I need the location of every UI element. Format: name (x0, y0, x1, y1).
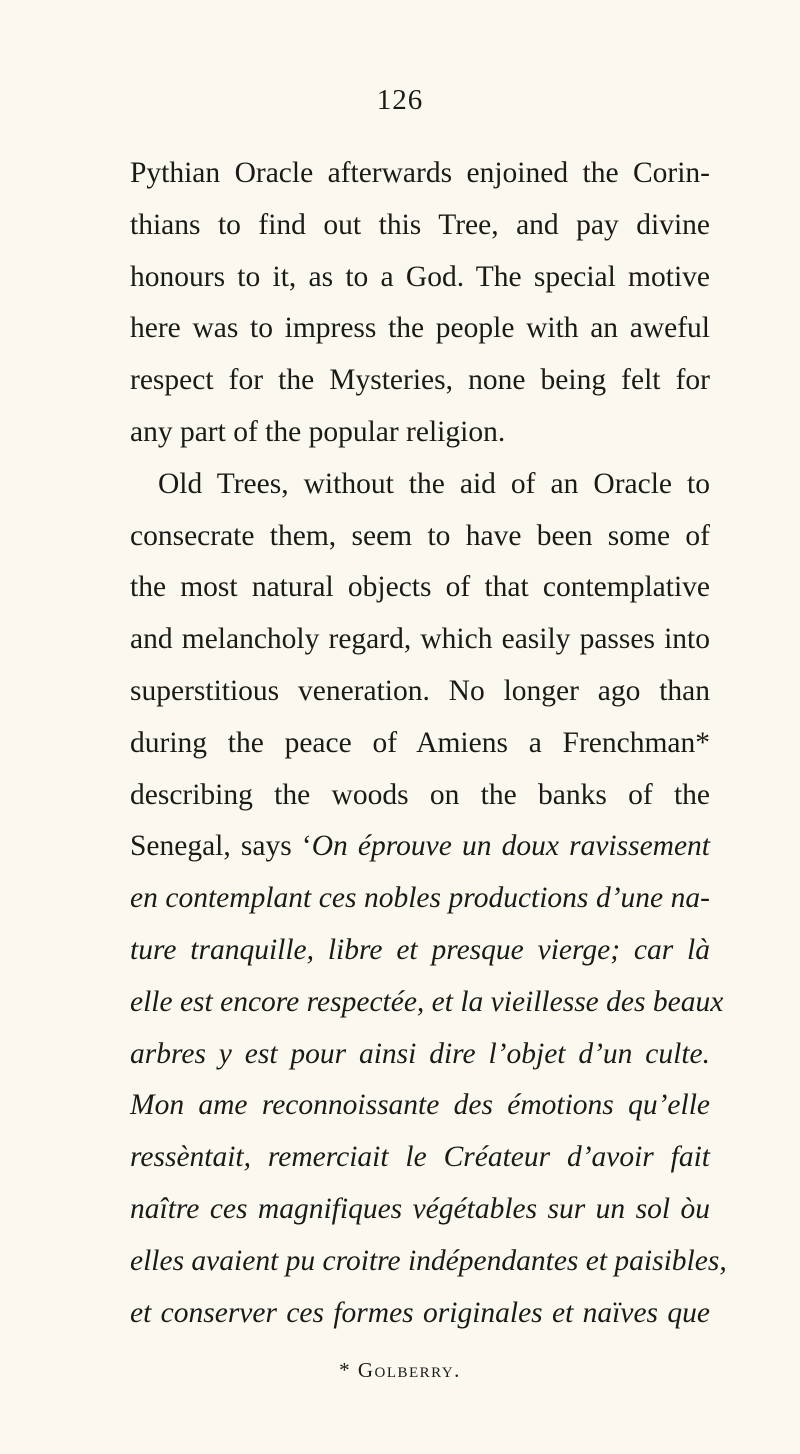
text-line: Pythian Oracle afterwards enjoined the Corin- (130, 157, 710, 189)
page-number: 126 (376, 84, 424, 116)
french-text-line: ressèntait, remerciait le Créateur d’avoir fait (130, 1141, 710, 1174)
text-line: here was to impress the people with an aweful (130, 312, 710, 345)
footnote: * Golberry. (339, 1358, 461, 1382)
french-text-line: en contemplant ces nobles productions d’une na- (130, 882, 710, 915)
text-line: during the peace of Amiens a Frenchman* (130, 726, 710, 759)
text-line: superstitious veneration. No longer ago than (130, 675, 710, 707)
french-text-line: et conserver ces formes originales et naïves que (130, 1296, 710, 1329)
text-line: consecrate them, seem to have been some of (130, 519, 710, 552)
french-text-line: ture tranquille, libre et presque vierge; car là (130, 934, 710, 966)
text-line: any part of the popular religion. (130, 416, 506, 448)
french-text-line: elles avaient pu croitre indépendantes et paisibles, (130, 1244, 727, 1277)
text-line: the most natural objects of that contemplative (130, 571, 710, 604)
text-line: thians to find out this Tree, and pay divine (130, 208, 710, 241)
text-line (130, 823, 710, 869)
text-line: honours to it, as to a God. The special motive (130, 260, 710, 293)
text-line: and melancholy regard, which easily passes into (130, 623, 710, 656)
text-run: Senegal, says ‘ (130, 830, 312, 863)
text-line: describing the woods on the banks of the (130, 778, 710, 811)
french-text-line: naître ces magnifiques végétables sur un sol òu (130, 1193, 710, 1225)
french-text-line: elle est encore respectée, et la vieillesse des beaux (130, 985, 724, 1018)
french-text-line: Mon ame reconnoissante des émotions qu’elle (130, 1089, 710, 1122)
french-text-run: On éprouve un doux ravissement (311, 830, 711, 863)
text-line: Old Trees, without the aid of an Oracle to (158, 467, 710, 500)
text-line: respect for the Mysteries, none being felt for (130, 364, 710, 397)
french-text-line: arbres y est pour ainsi dire l’objet d’un culte. (130, 1037, 710, 1070)
